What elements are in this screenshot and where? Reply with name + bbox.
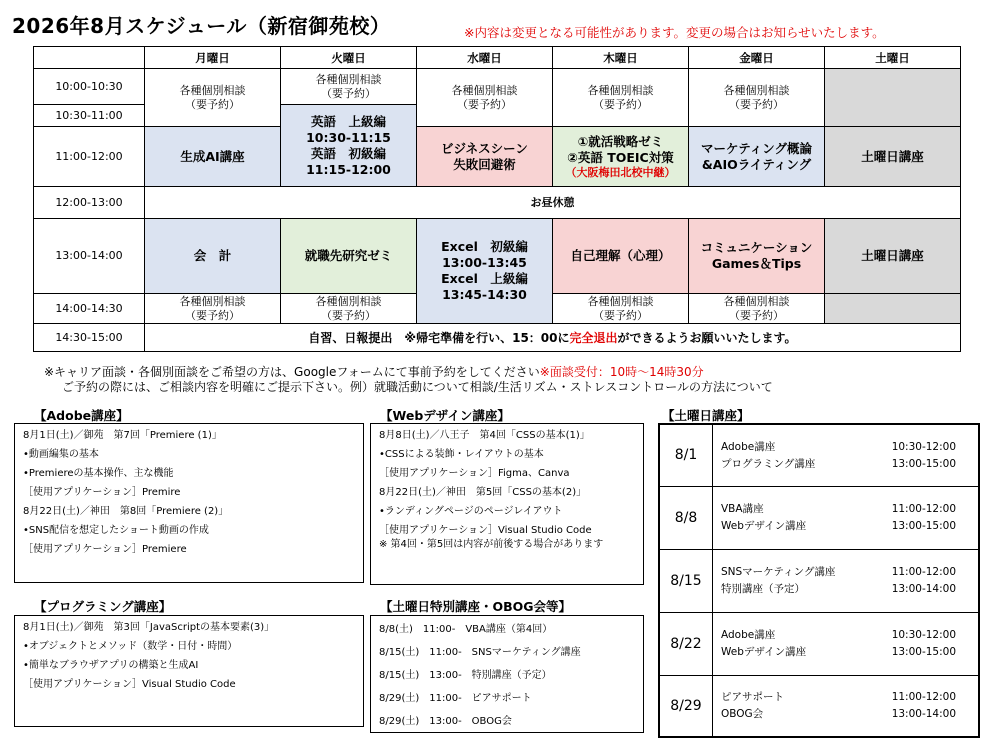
- day-header-thu: 木曜日: [553, 47, 689, 69]
- closing-note-c: ができるようお願いいたします。: [617, 330, 797, 345]
- reservation-note: （要予約）: [593, 97, 648, 111]
- course-cell: [825, 219, 961, 294]
- time-cell: 14:00-14:30: [34, 294, 145, 324]
- day-header-mon: 月曜日: [145, 47, 281, 69]
- weekly-schedule-table: [33, 46, 961, 352]
- consult-label: 各種個別相談: [315, 294, 382, 308]
- consult-cell: [689, 69, 825, 127]
- course-cell: [825, 127, 961, 187]
- saturday-course-time: 10:30-12:00: [891, 440, 956, 453]
- saturday-course-name: 特別講座（予定）: [721, 583, 805, 595]
- reservation-note: （要予約）: [729, 97, 784, 111]
- corner-cell: [34, 47, 145, 69]
- english-advanced: 英語 上級編: [310, 113, 386, 129]
- excel-beginner-time: 13:00-13:45: [442, 255, 527, 270]
- consult-label: 各種個別相談: [179, 83, 246, 97]
- saturday-course-time: 13:00-15:00: [891, 646, 956, 658]
- course-cell: [145, 219, 281, 294]
- reservation-note: （要予約）: [185, 97, 240, 111]
- special-event-line: 8/29(土) 11:00- ピアサポート: [379, 693, 532, 704]
- special-event-line: 8/15(土) 11:00- SNSマーケティング講座: [379, 647, 581, 658]
- booking-note: ※キャリア面談・各個別面談をご希望の方は、Googleフォームにて事前予約をしてください: [44, 365, 540, 379]
- accounting-course: 会 計: [193, 248, 232, 263]
- special-section-title: 【土曜日特別講座・OBOG会等】: [380, 599, 572, 614]
- english-beginner-time: 11:15-12:00: [306, 161, 391, 177]
- relay-note: （大阪梅田北校中継）: [565, 165, 676, 179]
- course-cell: [553, 219, 689, 294]
- sat-empty-cell: [825, 294, 961, 324]
- day-header-tue: 火曜日: [281, 47, 417, 69]
- adobe-section-title: 【Adobe講座】: [34, 408, 129, 423]
- saturday-course-name: Adobe講座: [721, 629, 776, 641]
- change-notice: ※内容は変更となる可能性があります。変更の場合はお知らせいたします。: [464, 25, 885, 40]
- page-title: 2026年8月スケジュール（新宿御苑校）: [12, 14, 391, 38]
- excel-advanced-time: 13:45-14:30: [442, 287, 527, 302]
- saturday-section-title: 【土曜日講座】: [662, 408, 750, 423]
- day-header-fri: 金曜日: [689, 47, 825, 69]
- course-cell: [145, 127, 281, 187]
- notes: [44, 365, 773, 395]
- saturday-course-time: 13:00-14:00: [891, 708, 956, 721]
- reservation-note: （要予約）: [457, 97, 512, 111]
- closing-note-emphasis: 完全退出: [569, 330, 618, 345]
- saturday-items: [713, 424, 980, 486]
- consult-cell: [553, 69, 689, 127]
- consult-cell: [689, 294, 825, 324]
- time-cell: 10:30-11:00: [34, 105, 145, 127]
- saturday-items: [713, 612, 980, 675]
- business-course-line2: 失敗回避術: [453, 156, 516, 172]
- reservation-note: （要予約）: [593, 308, 648, 322]
- saturday-date: 8/1: [659, 424, 713, 486]
- saturday-course-name: SNSマーケティング講座: [721, 566, 836, 578]
- saturday-course-name: VBA講座: [721, 503, 764, 515]
- consult-label: 各種個別相談: [723, 83, 790, 97]
- consult-label: 各種個別相談: [587, 294, 654, 308]
- web-line: ※ 第4回・第5回は内容が前後する場合があります: [379, 539, 604, 550]
- web-line: •ランディングページのページレイアウト: [379, 506, 563, 517]
- saturday-course-time: 11:00-12:00: [891, 503, 956, 515]
- employer-research-seminar: 就職先研究ゼミ: [304, 248, 393, 263]
- time-cell: 11:00-12:00: [34, 127, 145, 187]
- programming-line: •オブジェクトとメソッド（数学・日付・時間）: [23, 641, 238, 652]
- saturday-course-time: 13:00-15:00: [891, 520, 956, 532]
- adobe-line: •動画編集の基本: [23, 449, 99, 460]
- saturday-date: 8/15: [659, 549, 713, 612]
- time-cell: 10:00-10:30: [34, 69, 145, 105]
- web-line: 8月8日(土)／八王子 第4回「CSSの基本(1)」: [379, 430, 590, 441]
- programming-line: ［使用アプリケーション］Visual Studio Code: [23, 679, 236, 690]
- special-events-box: [370, 615, 644, 733]
- title-row: [12, 8, 992, 42]
- adobe-course-box: [14, 423, 364, 583]
- consult-label: 各種個別相談: [723, 294, 790, 308]
- consult-cell: [553, 294, 689, 324]
- programming-course-box: [14, 615, 364, 727]
- saturday-course-name: OBOG会: [721, 708, 764, 721]
- programming-section-title: 【プログラミング講座】: [34, 599, 172, 614]
- web-line: •CSSによる装飾・レイアウトの基本: [379, 449, 544, 460]
- saturday-row: [659, 549, 979, 612]
- course-cell: [417, 127, 553, 187]
- reservation-note: （要予約）: [729, 308, 784, 322]
- day-header-sat: 土曜日: [825, 47, 961, 69]
- saturday-course-table: [658, 423, 980, 738]
- web-section-title: 【Webデザイン講座】: [380, 408, 510, 423]
- consult-label: 各種個別相談: [315, 72, 382, 86]
- job-strategy-seminar: ①就活戦略ゼミ: [577, 133, 664, 149]
- saturday-items: [713, 549, 980, 612]
- adobe-line: •SNS配信を想定したショート動画の作成: [23, 525, 209, 536]
- saturday-course-name: Adobe講座: [721, 440, 776, 453]
- closing-note-a: 自習、日報提出 ※帰宅準備を行い、15：00に: [308, 330, 570, 345]
- excel-course-cell: [417, 219, 553, 324]
- special-event-line: 8/8(土) 11:00- VBA講座（第4回）: [379, 624, 553, 635]
- saturday-items: [713, 675, 980, 737]
- marketing-course-line2: &AIOライティング: [701, 156, 812, 172]
- reservation-note: （要予約）: [185, 308, 240, 322]
- adobe-line: 8月1日(土)／御苑 第7回「Premiere (1)」: [23, 430, 222, 441]
- consult-cell: [145, 294, 281, 324]
- excel-beginner: Excel 初級編: [441, 239, 528, 254]
- english-advanced-time: 10:30-11:15: [306, 129, 391, 145]
- saturday-course-name: ピアサポート: [721, 691, 784, 704]
- consult-label: 各種個別相談: [179, 294, 246, 308]
- adobe-line: 8月22日(土)／神田 第8回「Premiere (2)」: [23, 506, 229, 517]
- reservation-note: （要予約）: [321, 86, 376, 100]
- saturday-course: 土曜日講座: [861, 148, 924, 164]
- consult-cell: [145, 69, 281, 127]
- saturday-date: 8/22: [659, 612, 713, 675]
- saturday-course-name: プログラミング講座: [721, 457, 816, 470]
- reception-hours: ※面談受付：10時〜14時30分: [539, 365, 704, 379]
- toeic-course: ②英語 TOEIC対策: [567, 149, 674, 165]
- saturday-course-time: 10:30-12:00: [891, 629, 956, 641]
- time-cell: 14:30-15:00: [34, 324, 145, 352]
- web-line: 8月22日(土)／神田 第5回「CSSの基本(2)」: [379, 487, 587, 498]
- special-event-line: 8/29(土) 13:00- OBOG会: [379, 716, 512, 727]
- english-course-cell: [281, 105, 417, 187]
- header-row: [34, 47, 961, 69]
- saturday-course-name: Webデザイン講座: [721, 520, 807, 532]
- reservation-note: （要予約）: [321, 308, 376, 322]
- consult-label: 各種個別相談: [451, 83, 518, 97]
- saturday-course-time: 13:00-14:00: [891, 583, 956, 595]
- consult-label: 各種個別相談: [587, 83, 654, 97]
- saturday-course-time: 11:00-12:00: [891, 691, 956, 704]
- saturday-row: [659, 486, 979, 549]
- programming-line: •簡単なブラウザアプリの構築と生成AI: [23, 660, 199, 671]
- saturday-course-time: 11:00-12:00: [891, 566, 956, 578]
- adobe-line: ［使用アプリケーション］Premire: [23, 487, 181, 498]
- day-header-wed: 水曜日: [417, 47, 553, 69]
- course-cell: [553, 127, 689, 187]
- web-line: ［使用アプリケーション］Visual Studio Code: [379, 525, 592, 536]
- saturday-row: [659, 612, 979, 675]
- generative-ai-course: 生成AI講座: [180, 148, 245, 164]
- communication-course-line1: コミュニケーション: [700, 240, 813, 255]
- adobe-line: ［使用アプリケーション］Premiere: [23, 544, 187, 555]
- programming-line: 8月1日(土)／御苑 第3回「JavaScriptの基本要素(3)」: [23, 622, 275, 633]
- course-cell: [689, 127, 825, 187]
- saturday-course-time: 13:00-15:00: [891, 457, 956, 470]
- special-event-line: 8/15(土) 13:00- 特別講座（予定）: [379, 670, 552, 681]
- web-line: ［使用アプリケーション］Figma、Canva: [379, 468, 570, 479]
- saturday-row: [659, 675, 979, 737]
- consult-cell: [281, 294, 417, 324]
- business-course-line1: ビジネスシーン: [441, 140, 528, 156]
- saturday-items: [713, 486, 980, 549]
- saturday-course-name: Webデザイン講座: [721, 646, 807, 658]
- time-cell: 13:00-14:00: [34, 219, 145, 294]
- saturday-course: 土曜日講座: [861, 248, 924, 263]
- consult-cell: [417, 69, 553, 127]
- closing-note: [145, 324, 961, 352]
- communication-course-line2: Games＆Tips: [711, 256, 802, 271]
- saturday-date: 8/8: [659, 486, 713, 549]
- sat-empty-cell: [825, 69, 961, 127]
- excel-advanced: Excel 上級編: [441, 271, 528, 286]
- consult-cell: [281, 69, 417, 105]
- saturday-date: 8/29: [659, 675, 713, 737]
- time-cell: 12:00-13:00: [34, 187, 145, 219]
- consultation-note: ご予約の際には、ご相談内容を明確にご提示下さい。例）就職活動について相談/生活リズム・ストレスコントロールの方法について: [62, 380, 773, 394]
- marketing-course-line1: マーケティング概論: [700, 140, 812, 156]
- saturday-row: [659, 424, 979, 486]
- course-cell: [281, 219, 417, 294]
- self-understanding-course: 自己理解（心理）: [570, 248, 671, 263]
- adobe-line: •Premiereの基本操作、主な機能: [23, 468, 174, 479]
- lunch-break: お昼休憩: [145, 187, 961, 219]
- english-beginner: 英語 初級編: [310, 145, 386, 161]
- course-cell: [689, 219, 825, 294]
- web-course-box: [370, 423, 644, 585]
